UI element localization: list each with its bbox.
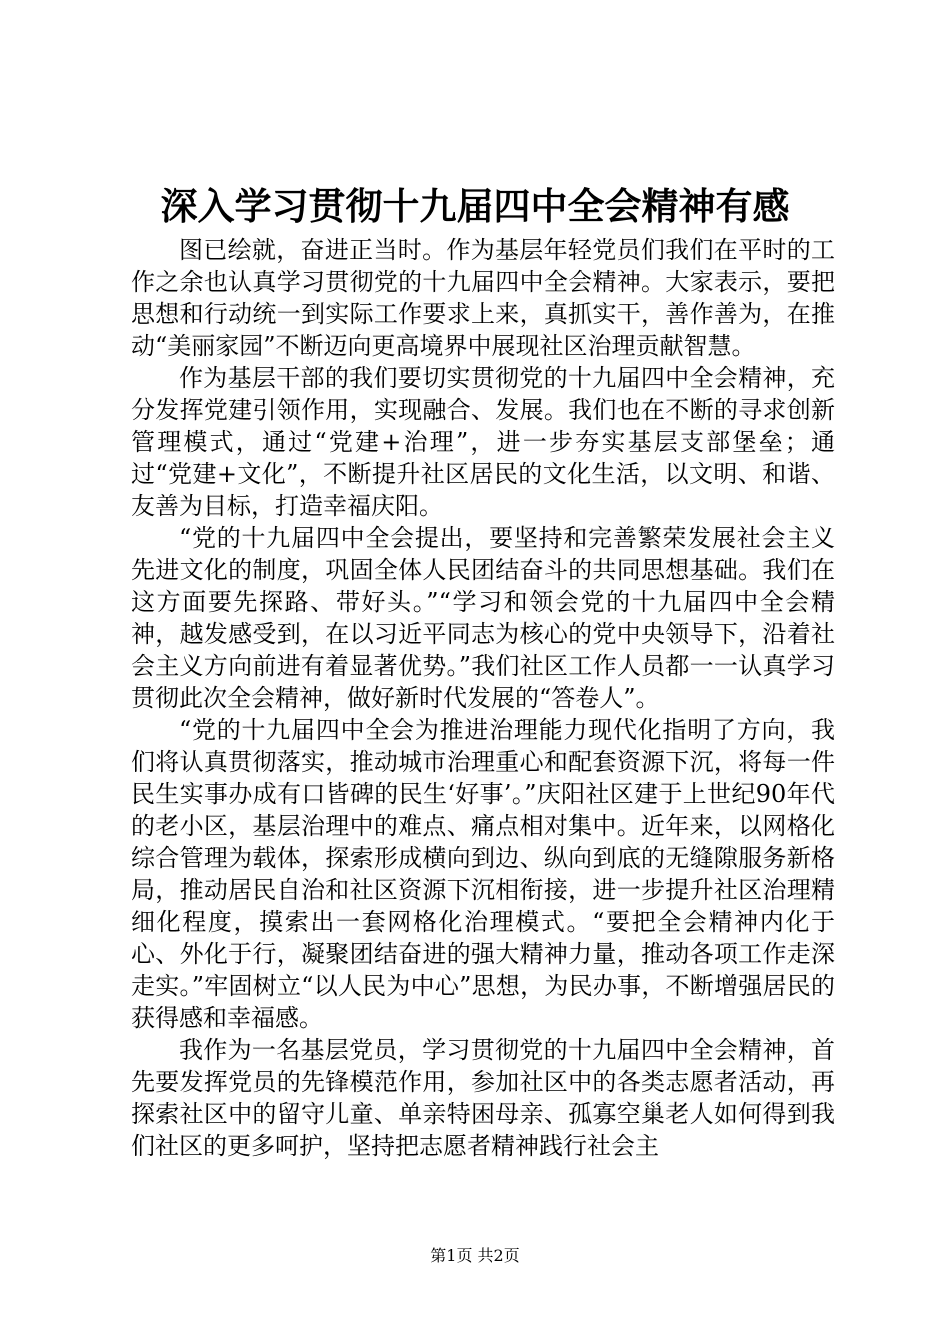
- paragraph: “党的十九届四中全会为推进治理能力现代化指明了方向，我们将认真贯彻落实，推动城市治理重心和配套资源下沉，将每一件民生实事办成有口皆碑的民生‘好事’。”庆阳社区建于上世纪90年代的老小区，基层治理中的难点、痛点相对集中。近年来，以网格化综合管理为载体，探索形成横向到边、纵向到底的无缝隙服务新格局，推动居民自治和社区资源下沉相衔接，进一步提升社区治理精细化程度，摸索出一套网格化治理模式。“要把全会精神内化于心、外化于行，凝聚团结奋进的强大精神力量，推动各项工作走深走实。”牢固树立“以人民为中心”思想，为民办事，不断增强居民的获得感和幸福感。: [131, 716, 835, 1032]
- paragraph: 我作为一名基层党员，学习贯彻党的十九届四中全会精神，首先要发挥党员的先锋模范作用，参加社区中的各类志愿者活动，再探索社区中的留守儿童、单亲特困母亲、孤寡空巢老人如何得到我们社区的更多呵护，坚持把志愿者精神践行社会主: [131, 1036, 835, 1160]
- document-body: [131, 234, 835, 1162]
- paragraph: 作为基层干部的我们要切实贯彻党的十九届四中全会精神，充分发挥党建引领作用，实现融合、发展。我们也在不断的寻求创新管理模式，通过“党建+治理”，进一步夯实基层支部堡垒；通过“党建+文化”，不断提升社区居民的文化生活，以文明、和谐、友善为目标，打造幸福庆阳。: [131, 364, 835, 520]
- paragraph: 图已绘就，奋进正当时。作为基层年轻党员们我们在平时的工作之余也认真学习贯彻党的十九届四中全会精神。大家表示，要把思想和行动统一到实际工作要求上来，真抓实干，善作善为，在推动“美丽家园”不断迈向更高境界中展现社区治理贡献智慧。: [131, 236, 835, 360]
- page-number-footer: 第1页 共2页: [430, 1246, 520, 1265]
- paragraph: “党的十九届四中全会提出，要坚持和完善繁荣发展社会主义先进文化的制度，巩固全体人民团结奋斗的共同思想基础。我们在这方面要先探路、带好头。”“学习和领会党的十九届四中全会精神，越发感受到，在以习近平同志为核心的党中央领导下，沿着社会主义方向前进有着显著优势。”我们社区工作人员都一一认真学习贯彻此次全会精神，做好新时代发展的“答卷人”。: [131, 524, 835, 712]
- document-title: 深入学习贯彻十九届四中全会精神有感: [160, 184, 790, 228]
